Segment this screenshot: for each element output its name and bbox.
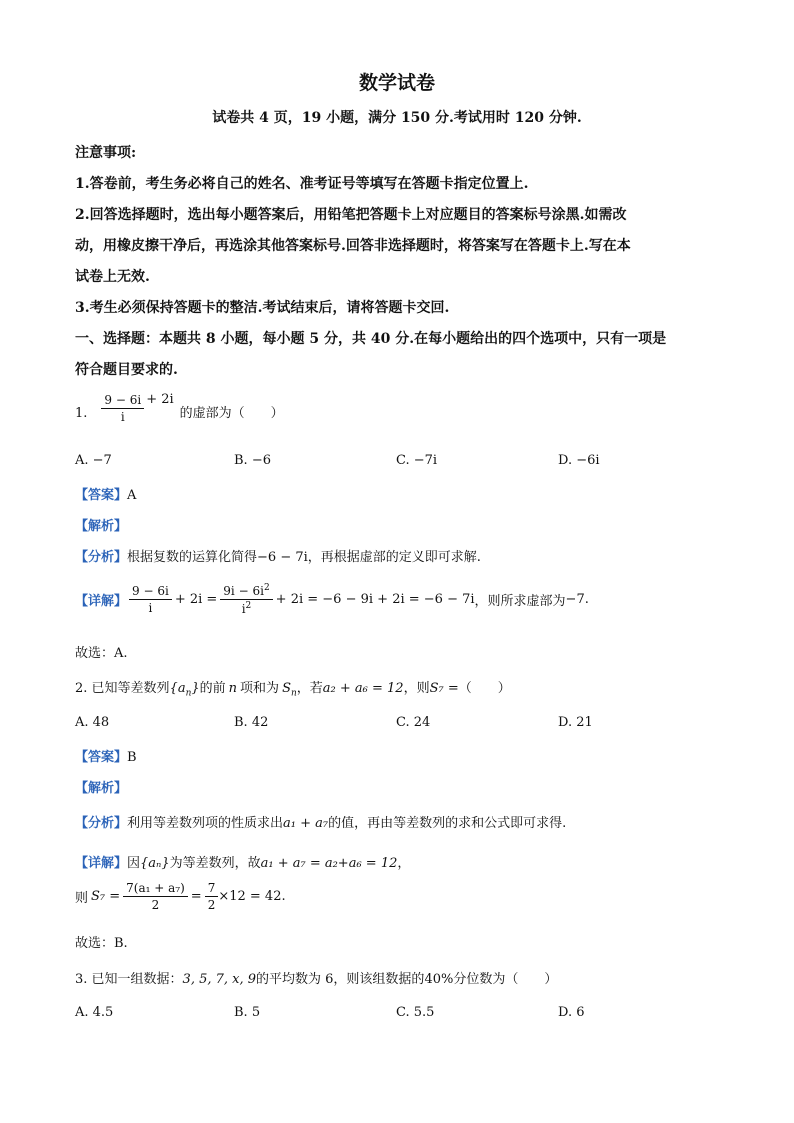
q1-detail-frac-2-num-text: 9i − 6i bbox=[223, 584, 264, 598]
q2-d2-a: 则 bbox=[75, 891, 89, 906]
q2-S-sub: n bbox=[290, 688, 297, 699]
q2-fenxi-a: 利用等差数列项的性质求出 bbox=[127, 816, 284, 831]
q1-detail-frac-2-den-exp: 2 bbox=[245, 601, 252, 611]
note-item-2-line-1: 2.回答选择题时，选出每小题答案后，用铅笔把答题卡上对应题目的答案标号涂黑.如需改 bbox=[75, 207, 627, 223]
q1-detail-frac-1-num: 9 − 6i bbox=[129, 585, 172, 600]
q2-d2-end: . bbox=[281, 889, 286, 904]
q2-answer: B bbox=[127, 750, 137, 765]
q2-seq bbox=[169, 681, 200, 699]
q1-frac-num: 9 − 6i bbox=[101, 394, 144, 409]
q1-stem-text: 的虚部为（ ） bbox=[179, 406, 284, 421]
q1-detail-end: . bbox=[584, 592, 589, 607]
fenxi-label: 【分析】 bbox=[75, 550, 128, 565]
q2-fenxi-b: 的值，再由等差数列的求和公式即可求得. bbox=[328, 816, 567, 831]
q3-percent: 40% bbox=[424, 972, 454, 987]
q2-stem-a: 2. 已知等差数列 bbox=[75, 681, 170, 696]
q2-d2-S7: S₇ = bbox=[91, 889, 121, 904]
q2-fenxi-math: a₁ + a₇ bbox=[283, 816, 329, 831]
q1-fenxi-math: −6 − 7i bbox=[257, 550, 308, 565]
q1-option-c: C. −7i bbox=[396, 453, 438, 468]
q2-d2-frac-1 bbox=[123, 882, 188, 911]
fenxi-label: 【分析】 bbox=[75, 816, 128, 831]
note-item-2-line-2: 动，用橡皮擦干净后，再选涂其他答案标号.回答非选择题时，将答案写在答题卡上.写在本 bbox=[75, 238, 631, 254]
q2-d2-frac-2-den: 2 bbox=[207, 898, 216, 912]
q1-fenxi-text-2: ，再根据虚部的定义即可求解. bbox=[307, 550, 481, 565]
section-heading-line-1: 一、选择题：本题共 8 小题，每小题 5 分，共 40 分.在每小题给出的四个选项中，只有一项是 bbox=[75, 331, 667, 347]
q3-stem-a: 3. 已知一组数据： bbox=[75, 972, 183, 987]
q3-option-d: D. 6 bbox=[558, 1005, 585, 1020]
q2-stem-f: （ ） bbox=[458, 681, 511, 696]
q3-option-b: B. 5 bbox=[234, 1005, 261, 1020]
q2-d2-frac-2 bbox=[205, 882, 219, 911]
q2-d1-a: 因 bbox=[127, 856, 141, 871]
q2-option-a: A. 48 bbox=[75, 715, 110, 730]
note-item-3: 3.考生必须保持答题卡的整洁.考试结束后，请将答题卡交回. bbox=[75, 300, 450, 316]
q1-detail-tail-math: −7 bbox=[565, 592, 585, 607]
q1-fenxi-text: 根据复数的运算化简得 bbox=[127, 550, 258, 565]
q2-detail-row-2 bbox=[75, 882, 286, 911]
q2-d1-c: ， bbox=[397, 856, 411, 871]
question-2 bbox=[75, 677, 511, 699]
xiangjie-label: 【详解】 bbox=[75, 856, 128, 871]
q2-option-b: B. 42 bbox=[234, 715, 269, 730]
note-item-2-line-3: 试卷上无效. bbox=[75, 269, 150, 285]
q1-detail-frac-2-den bbox=[242, 600, 252, 615]
question-3 bbox=[75, 968, 557, 987]
question-1 bbox=[75, 392, 284, 423]
q2-d2-frac-2-num: 7 bbox=[205, 882, 219, 897]
q1-detail-frac-1-den: i bbox=[148, 601, 153, 615]
q2-stem-b: 的前 bbox=[199, 681, 226, 696]
q2-seq-sub: n bbox=[185, 688, 192, 699]
question-number: 1. bbox=[75, 406, 88, 421]
q1-detail-frac-2-num-exp: 2 bbox=[263, 583, 270, 593]
answer-label: 【答案】 bbox=[75, 750, 128, 765]
q2-n: n bbox=[228, 681, 238, 696]
q1-fenxi-row bbox=[75, 546, 481, 565]
q2-fenxi-row bbox=[75, 812, 566, 831]
q2-detail-row-1 bbox=[75, 852, 410, 871]
q2-option-c: C. 24 bbox=[396, 715, 431, 730]
q2-stem-c: 项和为 bbox=[240, 681, 280, 696]
q1-detail-frac-2 bbox=[220, 584, 272, 615]
q2-analysis-label: 【解析】 bbox=[75, 781, 128, 796]
q1-option-b: B. −6 bbox=[234, 453, 271, 468]
q1-detail-row bbox=[75, 584, 589, 615]
q2-d1-seq: {aₙ} bbox=[140, 856, 170, 871]
q3-stem-b: 的平均数为 6，则该组数据的 bbox=[256, 972, 425, 987]
note-item-1: 1.答卷前，考生务必将自己的姓名、准考证号等填写在答题卡指定位置上. bbox=[75, 176, 529, 192]
q1-frac-den: i bbox=[120, 410, 125, 424]
q1-plus-term: + 2i bbox=[146, 392, 174, 407]
q2-option-d: D. 21 bbox=[558, 715, 593, 730]
q1-answer-row bbox=[75, 484, 136, 503]
q1-detail-frac-2-den-text: i bbox=[241, 602, 246, 616]
q2-seq-close: } bbox=[191, 681, 200, 696]
q2-d2-frac-1-den: 2 bbox=[151, 898, 160, 912]
q3-option-c: C. 5.5 bbox=[396, 1005, 435, 1020]
q2-S7: S₇ = bbox=[429, 681, 459, 696]
q3-data: 3, 5, 7, x, 9 bbox=[182, 972, 257, 987]
q2-d2-frac-1-num: 7(a₁ + a₇) bbox=[123, 882, 188, 897]
notes-heading: 注意事项: bbox=[75, 145, 137, 161]
q1-analysis-label: 【解析】 bbox=[75, 519, 128, 534]
q1-detail-tail: ，则所求虚部为 bbox=[474, 594, 566, 609]
q3-option-a: A. 4.5 bbox=[75, 1005, 114, 1020]
q2-d1-math: a₁ + a₇ = a₂+a₆ = 12 bbox=[260, 856, 398, 871]
q1-detail-plus: + 2i = bbox=[174, 592, 218, 607]
q2-S bbox=[282, 681, 297, 699]
exam-info: 试卷共 4 页，19 小题，满分 150 分.考试用时 120 分钟. bbox=[212, 110, 582, 126]
q1-detail-rest: + 2i = −6 − 9i + 2i = −6 − 7i bbox=[275, 592, 475, 607]
q2-seq-text: {a bbox=[169, 681, 186, 696]
q1-answer: A bbox=[127, 488, 137, 503]
section-heading-line-2: 符合题目要求的. bbox=[75, 362, 178, 378]
q2-d2-rest: ×12 = 42 bbox=[218, 889, 282, 904]
q2-d2-eq: = bbox=[190, 889, 202, 904]
q2-answer-row bbox=[75, 746, 137, 765]
page-title: 数学试卷 bbox=[358, 72, 435, 94]
q2-d1-b: 为等差数列，故 bbox=[169, 856, 261, 871]
q2-stem-e: ，则 bbox=[403, 681, 430, 696]
q3-stem-c: 分位数为（ ） bbox=[453, 972, 558, 987]
q2-S-text: S bbox=[282, 681, 291, 696]
q2-condition: a₂ + a₆ = 12 bbox=[322, 681, 404, 696]
q2-choose: 故选：B. bbox=[75, 936, 128, 951]
answer-label: 【答案】 bbox=[75, 488, 128, 503]
q2-stem-d: ，若 bbox=[296, 681, 323, 696]
q1-choose: 故选：A. bbox=[75, 646, 128, 661]
q1-option-d: D. −6i bbox=[558, 453, 600, 468]
q1-fraction bbox=[101, 394, 144, 423]
q1-option-a: A. −7 bbox=[75, 453, 112, 468]
q1-detail-frac-1 bbox=[129, 585, 172, 614]
xiangjie-label: 【详解】 bbox=[75, 594, 128, 609]
q1-detail-frac-2-num bbox=[220, 584, 272, 600]
